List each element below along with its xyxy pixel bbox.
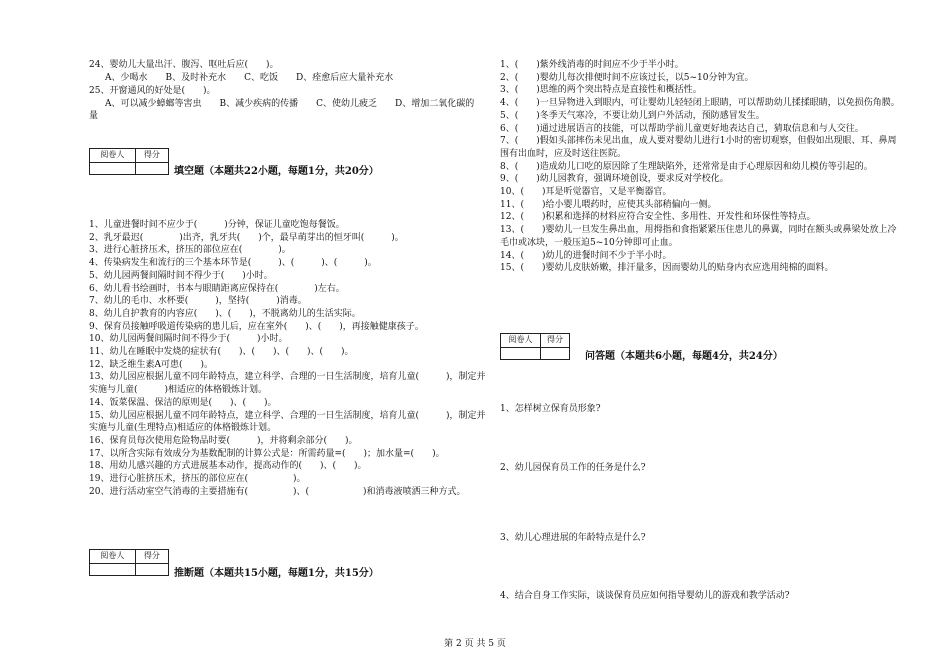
fill-item: 17、以所含实际有效成分为基数配制的计算公式是：所需药量=( )；加水量=( )。	[89, 448, 445, 459]
fill-item: 7、幼儿的毛巾、水杯要( )，坚持( )消毒。	[89, 296, 307, 307]
reviewer-cell	[90, 563, 136, 575]
judge-list	[500, 59, 905, 275]
fill-item: 5、幼儿园两餐间隔时间不得少于( )小时。	[89, 270, 273, 281]
judge-item: 8、( )造成幼儿口吃的原因除了生理缺陷外，还常常是由于心理原因和幼儿模仿等引起的。	[500, 161, 873, 172]
fill-item: 11、幼儿在睡眠中发烧的症状有( )、( )、( )、( )。	[89, 347, 354, 358]
fill-item: 6、幼儿看书绘画时，书本与眼睛距离应保持在( )左右。	[89, 283, 345, 294]
fill-item: 9、保育员接触呼吸道传染病的患儿后，应在室外( )、( )，再接触健康孩子。	[89, 321, 424, 332]
reviewer-label: 阅卷人	[90, 149, 136, 163]
fill-list	[89, 219, 489, 498]
fill-item: 4、传染病发生和流行的三个基本环节是( )、( )、( )。	[89, 258, 377, 269]
judge-item: 9、( )幼儿园教育，强调环境创设，要求反对学校化。	[500, 174, 729, 185]
fill-item: 12、缺乏维生素A可患( )。	[89, 359, 213, 370]
reviewer-cell	[90, 162, 136, 174]
reviewer-cell	[501, 347, 541, 359]
judge-item: 5、( )冬季天气寒冷，不要让幼儿到户外活动，预防感冒发生。	[500, 110, 765, 121]
question-text: 25、开窗通风的好处是( )。	[89, 86, 216, 96]
question-options: A、少喝水 B、及时补充水 C、吃饭 D、痊愈后应大量补充水	[105, 72, 394, 83]
score-label: 得分	[135, 149, 168, 163]
reviewer-label: 阅卷人	[501, 334, 541, 348]
score-cell	[541, 347, 570, 359]
fill-item: 10、幼儿园两餐间隔时间不得少于( )小时。	[89, 334, 288, 345]
fill-item: 20、进行活动室空气消毒的主要措施有( )、( )和消毒液喷洒三种方式。	[89, 486, 466, 497]
page-footer: 第 2 页 共 5 页	[444, 639, 506, 649]
judge-item: 3、( )思维的两个突出特点是直接性和概括性。	[500, 85, 702, 96]
score-cell	[135, 162, 168, 174]
qa-item: 2、幼儿园保育员工作的任务是什么?	[500, 463, 646, 473]
fill-item: 2、乳牙最迟( )出齐，乳牙共( )个，最早萌芽出的恒牙叫( )。	[89, 232, 404, 243]
qa-item: 3、幼儿心理进展的年龄特点是什么?	[500, 533, 646, 543]
judge-item: 7、( )假如头部摔伤未见出血，成人要对婴幼儿进行1小时的密切观察，但假如出现眼、耳、鼻周围有出血时，应及时送往医院。	[500, 136, 897, 159]
score-box	[500, 333, 570, 360]
reviewer-label: 阅卷人	[90, 550, 136, 564]
qa-section-title: 问答题（本题共6小题，每题4分，共24分）	[585, 351, 783, 362]
fill-item: 1、儿童进餐时间不应少于( )分钟，保证儿童吃饱每餐饭。	[89, 220, 345, 230]
score-box	[89, 148, 169, 175]
fill-item: 15、幼儿园应根据儿童不同年龄特点，建立科学、合理的一日生活制度，培育儿童( )，制定并实施与儿童(生理特点)相适应的体格锻炼计划。	[89, 410, 486, 434]
score-box	[89, 549, 169, 576]
judge-item: 4、( )一旦异物进入到眼内，可让婴幼儿轻轻闭上眼睛，可以帮助幼儿揉揉眼睛，以免损伤角膜。	[500, 98, 900, 109]
judge-item: 13、( )婴幼儿一旦发生鼻出血，用拇指和食指紧紧压住患儿的鼻翼，同时在额头或鼻梁处放上冷毛巾或冰块，一般压迫5~10分钟即可止血。	[500, 225, 897, 248]
score-label: 得分	[541, 334, 570, 348]
judge-item: 14、( )幼儿的进餐时间不少于半小时。	[500, 250, 672, 261]
fill-section-title: 填空题（本题共22小题，每题1分，共20分）	[174, 166, 379, 177]
fill-item: 8、幼儿自护教育的内容应( )、( )，不脱离幼儿的生活实际。	[89, 308, 361, 319]
score-label: 得分	[135, 550, 168, 564]
judge-item: 11、( )给小婴儿喂药时，应使其头部稍偏向一侧。	[500, 199, 717, 210]
fill-item: 14、饭菜保温、保洁的原则是( )、( )。	[89, 397, 277, 408]
question-text: 24、婴幼儿大量出汗、腹泻、呕吐后应( )。	[89, 60, 279, 70]
question-options-continued: 量	[89, 111, 99, 122]
mc-question-25	[89, 85, 489, 123]
question-options: A、可以减少蟑螂等害虫 B、减少疾病的传播 C、使幼儿疲乏 D、增加二氧化碳的	[105, 98, 475, 109]
fill-item: 18、用幼儿感兴趣的方式进展基本动作，提高动作的( )、( )。	[89, 461, 367, 472]
judge-item: 6、( )通过进展语言的技能，可以帮助学前儿童更好地表达自己，猜取信息和与人交往。	[500, 123, 864, 134]
fill-item: 13、幼儿园应根据儿童不同年龄特点，建立科学、合理的一日生活制度，培育儿童( )，制定并实施与儿童( )相适应的体格锻炼计划。	[89, 372, 486, 396]
score-cell	[135, 563, 168, 575]
judge-section-title: 推断题（本题共15小题，每题1分，共15分）	[174, 568, 379, 579]
judge-item: 12、( )积累和选择的材料应符合安全性、多用性、开发性和环保性等特点。	[500, 212, 816, 223]
judge-item: 2、( )婴幼儿每次排便时间不应该过长，以5~10分钟为宜。	[500, 72, 754, 83]
qa-item: 1、怎样树立保育员形象?	[500, 404, 601, 414]
fill-item: 19、进行心脏挤压术，挤压的部位应在( )。	[89, 474, 306, 485]
judge-item: 10、( )耳是听觉器官，又是平衡器官。	[500, 187, 672, 198]
judge-item: 15、( )婴幼儿皮肤娇嫩，排汗量多，因而婴幼儿的贴身内衣应选用纯棉的面料。	[500, 263, 834, 274]
mc-question-24	[89, 59, 489, 84]
fill-item: 16、保育员每次使用危险物品时要( )，并将剩余部分( )。	[89, 435, 358, 446]
fill-item: 3、进行心脏挤压术，挤压的部位应在( )。	[89, 245, 291, 256]
qa-item: 4、结合自身工作实际，谈谈保育员应如何指导婴幼儿的游戏和教学活动?	[500, 591, 790, 601]
judge-item: 1、( )紫外线消毒的时间应不少于半小时。	[500, 60, 684, 70]
